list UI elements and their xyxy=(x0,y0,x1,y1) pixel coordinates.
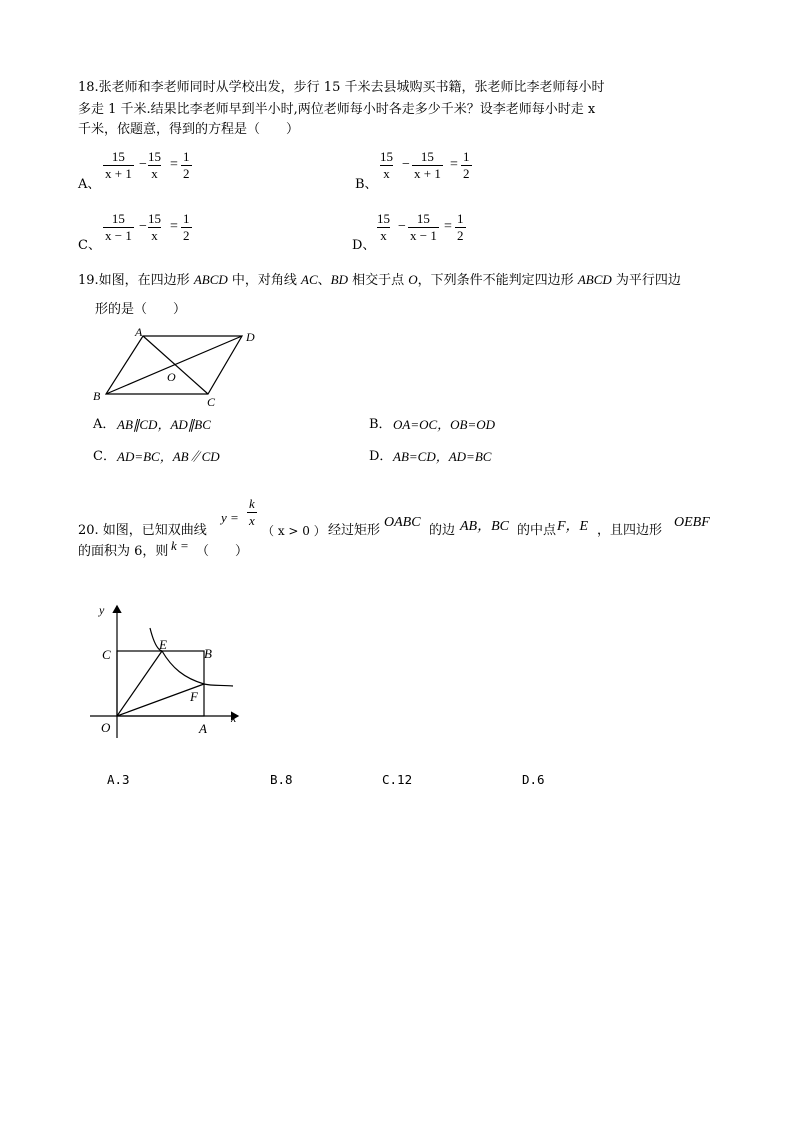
quad-name: OEBF xyxy=(674,515,710,530)
option-label: D、 xyxy=(352,238,376,253)
label-o: O xyxy=(167,370,176,384)
segment-oe xyxy=(117,651,162,716)
q20-line-2b: （ ） xyxy=(196,544,249,559)
q20-prefix: 20. 如图，已知双曲线 xyxy=(78,523,207,538)
q20-option-a[interactable]: A.3 xyxy=(107,772,130,787)
label-x: x xyxy=(231,711,237,725)
y-equals: y = xyxy=(221,510,239,525)
sides-name: AB，BC xyxy=(460,519,509,534)
q20-text-1: 经过矩形 xyxy=(328,523,381,538)
minus-sign: − xyxy=(139,219,147,234)
label-o: O xyxy=(101,720,111,735)
diagonal-bd xyxy=(106,336,242,394)
q20-option-c[interactable]: C.12 xyxy=(382,772,413,787)
option-label: C． xyxy=(93,449,116,464)
fraction: $\frac{15}{x - 1}$ xyxy=(410,211,437,243)
label-b: B xyxy=(204,646,212,661)
fraction: $\frac{1}{2}$ xyxy=(183,149,190,181)
q18-line-2: 多走 1 千米.结果比李老师早到半小时,两位老师每小时各走多少千米？设李老师每小时走 x xyxy=(78,102,596,117)
parallelogram-figure xyxy=(88,325,268,410)
option-label: C、 xyxy=(78,238,101,253)
rect-name: OABC xyxy=(384,515,421,530)
label-d: D xyxy=(246,330,255,344)
option-label: A、 xyxy=(78,177,101,192)
fraction: $\frac{15}{x + 1}$ xyxy=(414,149,441,181)
label-e: E xyxy=(159,637,167,652)
option-text: OA=OC，OB=OD xyxy=(393,417,496,432)
fraction: $\frac{15}{x}$ xyxy=(377,211,390,243)
k-equals: k = xyxy=(171,538,189,553)
equals-sign: = xyxy=(444,219,452,234)
equals-sign: = xyxy=(170,157,178,172)
points-name: F，E xyxy=(557,519,589,534)
option-text: AD=BC，AB∥CD xyxy=(117,449,220,464)
minus-sign: − xyxy=(139,157,147,172)
label-a: A xyxy=(199,721,207,736)
label-f: F xyxy=(190,689,198,704)
q20-text-2: 的边 xyxy=(429,523,456,538)
fraction: $\frac{1}{2}$ xyxy=(463,149,470,181)
domain-condition: （ x > 0 ） xyxy=(262,524,326,538)
option-text: AB∥CD，AD∥BC xyxy=(117,417,211,432)
q19-line-2: 形的是（ ） xyxy=(95,302,187,317)
option-label: A． xyxy=(93,417,116,432)
fraction: $\frac{15}{x + 1}$ xyxy=(105,149,132,181)
fraction: $\frac{1}{2}$ xyxy=(457,211,464,243)
label-c: C xyxy=(207,395,216,409)
fraction: $\frac{15}{x}$ xyxy=(380,149,393,181)
rectangle-oabc xyxy=(117,651,204,716)
label-b: B xyxy=(93,389,101,403)
option-label: D． xyxy=(369,449,393,464)
q20-option-b[interactable]: B.8 xyxy=(270,772,293,787)
fraction: $\frac{15}{x - 1}$ xyxy=(105,211,132,243)
label-c: C xyxy=(102,647,111,662)
q20-text-3: 的中点 xyxy=(517,523,557,538)
option-label: B、 xyxy=(355,177,378,192)
k-over-x-fraction: $\frac{k}{x}$ xyxy=(249,496,255,528)
q18-line-3: 千米，依题意，得到的方程是（ ） xyxy=(78,122,300,137)
equals-sign: = xyxy=(450,157,458,172)
q20-option-d[interactable]: D.6 xyxy=(522,772,545,787)
label-y: y xyxy=(99,603,105,617)
fraction: $\frac{1}{2}$ xyxy=(183,211,190,243)
label-a: A xyxy=(135,325,143,339)
hyperbola-rectangle-figure xyxy=(88,598,248,740)
q20-line-2a: 的面积为 6，则 xyxy=(78,544,169,559)
q18-line-1: 18.张老师和李老师同时从学校出发，步行 15 千米去县城购买书籍，张老师比李老师每小时 xyxy=(78,80,605,95)
q19-line-1: 19.如图，在四边形 ABCD 中，对角线 AC、BD 相交于点 O，下列条件不能判定四边形 ABCD 为平行四边 xyxy=(78,272,681,288)
equals-sign: = xyxy=(170,219,178,234)
q20-text-4: ，且四边形 xyxy=(597,523,663,538)
minus-sign: − xyxy=(398,219,406,234)
minus-sign: − xyxy=(402,157,410,172)
fraction: $\frac{15}{x}$ xyxy=(148,149,161,181)
option-text: AB=CD，AD=BC xyxy=(393,449,492,464)
option-label: B． xyxy=(369,417,392,432)
fraction: $\frac{15}{x}$ xyxy=(148,211,161,243)
